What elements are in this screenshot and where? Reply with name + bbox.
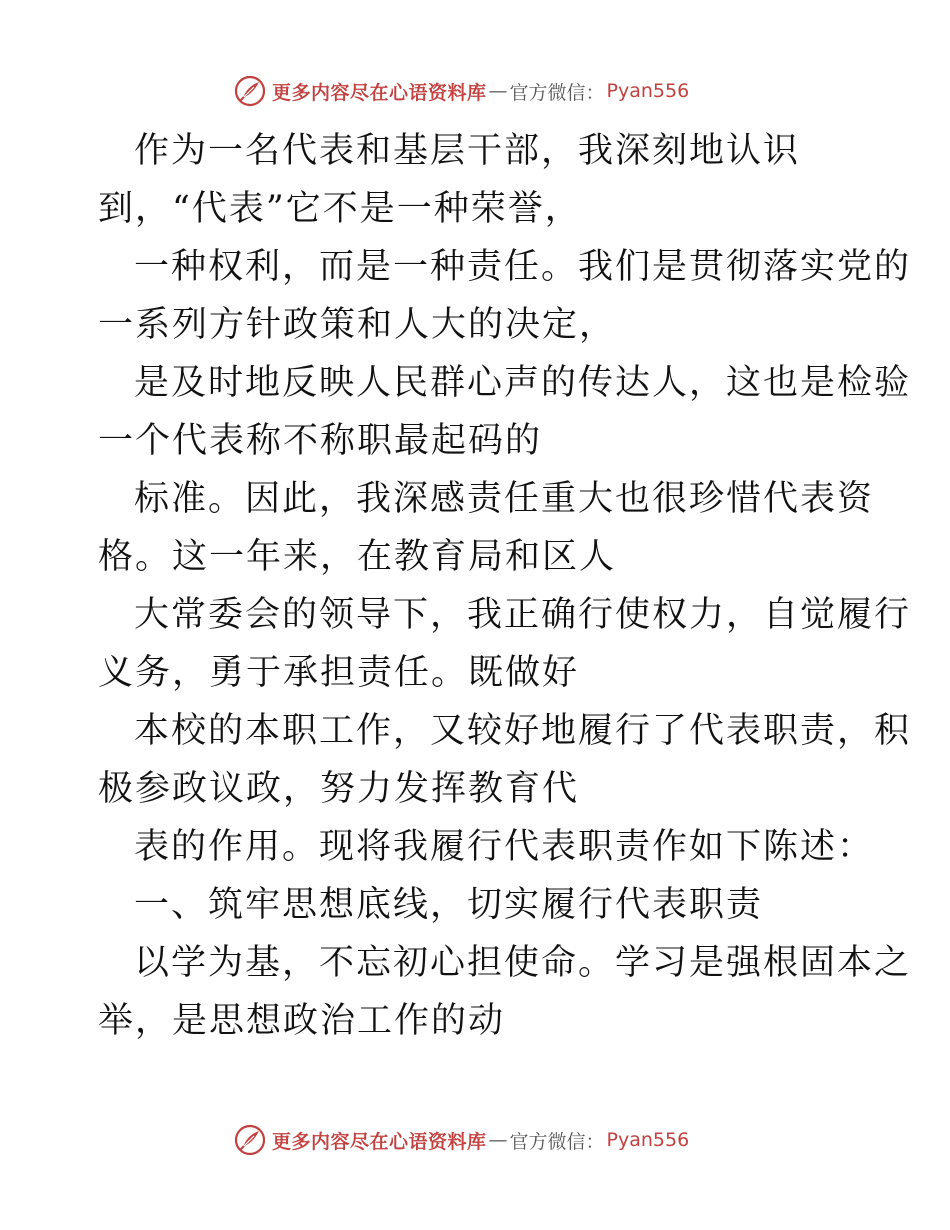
text-line: 是及时地反映人民群心声的传达人，这也是检验 bbox=[134, 363, 912, 403]
header-watermark bbox=[234, 74, 689, 108]
text-line: 举，是思想政治工作的动 bbox=[98, 1001, 506, 1041]
text-line: 标准。因此，我深感责任重大也很珍惜代表资 bbox=[134, 479, 875, 519]
watermark-wechat-id: Pyan556 bbox=[606, 80, 690, 102]
watermark-wechat-label: 官方微信： bbox=[509, 81, 605, 104]
quill-logo-icon bbox=[234, 1124, 266, 1156]
text-line: 作为一名代表和基层干部，我深刻地认识 bbox=[134, 131, 801, 171]
text-line: 本校的本职工作，又较好地履行了代表职责，积 bbox=[134, 711, 912, 751]
text-line: 以学为基，不忘初心担使命。学习是强根固本之 bbox=[134, 943, 912, 983]
text-line: 义务，勇于承担责任。既做好 bbox=[98, 653, 580, 693]
watermark-wechat-label: 官方微信： bbox=[509, 1130, 605, 1153]
text-line: 一种权利，而是一种责任。我们是贯彻落实党的 bbox=[134, 247, 912, 287]
watermark-dash: — bbox=[488, 1129, 508, 1151]
document-body bbox=[98, 122, 912, 1050]
footer-watermark bbox=[234, 1123, 689, 1157]
watermark-dash: — bbox=[488, 80, 508, 102]
quill-logo-icon bbox=[234, 75, 266, 107]
text-line: 一个代表称不称职最起码的 bbox=[98, 421, 543, 461]
text-line: 一系列方针政策和人大的决定， bbox=[98, 305, 617, 345]
watermark-brand-text: 更多内容尽在心语资料库 bbox=[272, 1130, 487, 1153]
section-heading: 一、筑牢思想底线，切实履行代表职责 bbox=[134, 885, 764, 925]
text-line: 表的作用。现将我履行代表职责作如下陈述： bbox=[134, 827, 875, 867]
text-line: 大常委会的领导下，我正确行使权力，自觉履行 bbox=[134, 595, 912, 635]
watermark-brand-text: 更多内容尽在心语资料库 bbox=[272, 81, 487, 104]
text-line: 极参政议政，努力发挥教育代 bbox=[98, 769, 580, 809]
text-line: 到，“代表”它不是一种荣誉， bbox=[98, 189, 582, 229]
text-line: 格。这一年来，在教育局和区人 bbox=[98, 537, 617, 577]
watermark-wechat-id: Pyan556 bbox=[606, 1129, 690, 1151]
